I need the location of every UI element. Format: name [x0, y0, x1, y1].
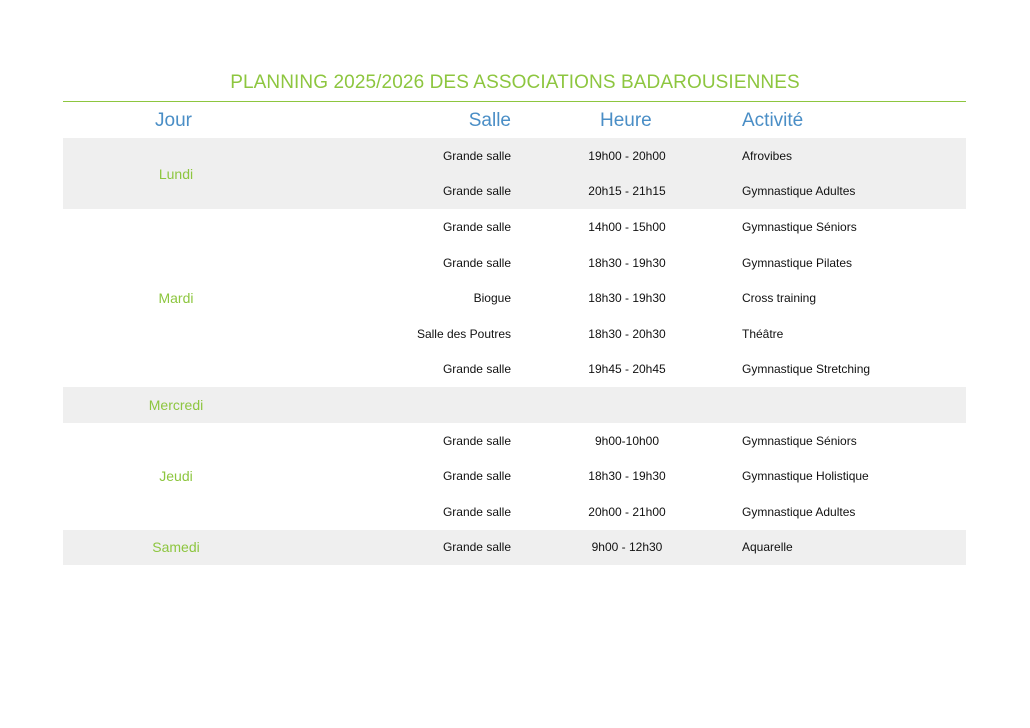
- time-cell: 20h15 - 21h15: [588, 184, 666, 199]
- column-header-activite: Activité: [742, 110, 804, 131]
- title-underline: [63, 101, 966, 102]
- room-cell: Grande salle: [442, 148, 511, 163]
- time-cell: 19h45 - 20h45: [588, 362, 666, 377]
- time-cell: 20h00 - 21h00: [588, 504, 666, 519]
- column-header-heure: Heure: [600, 110, 652, 131]
- room-cell: Grande salle: [442, 255, 511, 270]
- room-cell: Grande salle: [442, 184, 511, 199]
- column-header-jour: Jour: [155, 110, 192, 131]
- activity-cell: Gymnastique Stretching: [742, 362, 871, 377]
- room-cell: Grande salle: [442, 540, 511, 555]
- room-cell: Grande salle: [442, 504, 511, 519]
- activity-cell: Théâtre: [742, 326, 784, 341]
- time-cell: 18h30 - 19h30: [588, 255, 666, 270]
- day-label: Lundi: [158, 165, 194, 182]
- time-cell: 9h00 - 12h30: [591, 540, 663, 555]
- activity-cell: Gymnastique Adultes: [742, 504, 856, 519]
- time-cell: 18h30 - 20h30: [588, 326, 666, 341]
- day-label: Jeudi: [159, 468, 193, 485]
- activity-cell: Aquarelle: [742, 540, 793, 555]
- day-label: Mardi: [158, 290, 194, 307]
- activity-cell: Cross training: [742, 291, 817, 306]
- activity-cell: Gymnastique Séniors: [742, 220, 857, 234]
- column-header-salle: Salle: [468, 110, 511, 131]
- activity-cell: Gymnastique Holistique: [742, 469, 869, 484]
- room-cell: Grande salle: [442, 433, 511, 448]
- room-cell: Salle des Poutres: [416, 326, 511, 341]
- day-label: Mercredi: [148, 397, 204, 413]
- time-cell: 19h00 - 20h00: [588, 148, 666, 163]
- time-cell: 18h30 - 19h30: [588, 291, 666, 306]
- room-cell: Biogue: [473, 291, 511, 306]
- time-cell: 14h00 - 15h00: [588, 220, 666, 234]
- activity-cell: Gymnastique Pilates: [742, 255, 853, 270]
- activity-cell: Afrovibes: [742, 148, 793, 163]
- room-cell: Grande salle: [442, 362, 511, 377]
- time-cell: 9h00-10h00: [594, 433, 660, 448]
- day-label: Samedi: [152, 539, 200, 556]
- activity-cell: Gymnastique Adultes: [742, 184, 856, 199]
- room-cell: Grande salle: [442, 220, 511, 234]
- activity-cell: Gymnastique Séniors: [742, 433, 857, 448]
- room-cell: Grande salle: [442, 469, 511, 484]
- page-title: PLANNING 2025/2026 DES ASSOCIATIONS BADAROUSIENNES: [230, 72, 800, 93]
- time-cell: 18h30 - 19h30: [588, 469, 666, 484]
